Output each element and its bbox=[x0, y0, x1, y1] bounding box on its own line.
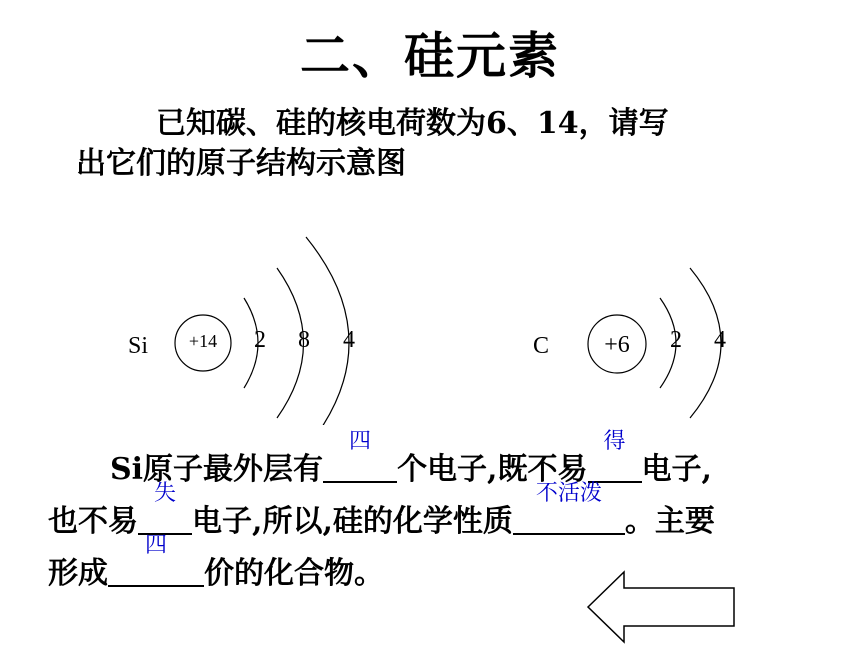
si-diagram bbox=[128, 237, 355, 425]
intro-line-2: 出它们的原子结构示意图 bbox=[76, 146, 406, 181]
question-2-suffix: 。主要 bbox=[624, 504, 715, 539]
question-3-prefix: 形成 bbox=[48, 556, 108, 591]
si-symbol: Si bbox=[128, 333, 149, 359]
c-shell-1-count: 2 bbox=[670, 327, 682, 353]
si-nucleus-charge: +14 bbox=[188, 331, 218, 351]
c-diagram bbox=[533, 268, 726, 418]
atomic-structure-diagrams bbox=[0, 225, 860, 425]
question-2-middle: 电子,所以,硅的化学性质 bbox=[192, 504, 513, 539]
blank-chemical-property bbox=[513, 481, 625, 535]
left-arrow-icon[interactable] bbox=[586, 570, 738, 644]
question-1-suffix: 电子, bbox=[641, 452, 712, 487]
c-nucleus-charge: +6 bbox=[604, 332, 630, 358]
answer-lose-electrons: 失 bbox=[153, 481, 176, 506]
blank-valence-electrons bbox=[323, 429, 397, 483]
answer-gain-electrons: 得 bbox=[603, 429, 626, 454]
c-symbol: C bbox=[533, 333, 550, 359]
intro-line-1: 已知碳、硅的核电荷数为6、14，请写 bbox=[156, 106, 669, 141]
blank-lose-electrons bbox=[138, 481, 192, 535]
answer-chemical-property: 不活泼 bbox=[535, 481, 602, 506]
question-3-suffix: 价的化合物。 bbox=[204, 556, 384, 591]
c-shell-2-count: 4 bbox=[714, 327, 726, 353]
answer-valence: 四 bbox=[144, 533, 167, 558]
question-1-prefix: Si原子最外层有 bbox=[110, 452, 324, 487]
answer-valence-electrons: 四 bbox=[349, 429, 372, 454]
si-shell-1-count: 2 bbox=[254, 327, 266, 353]
question-1-middle: 个电子,既不易 bbox=[397, 452, 588, 487]
question-line-3 bbox=[48, 533, 384, 600]
si-shell-2-count: 8 bbox=[298, 327, 310, 353]
question-2-prefix: 也不易 bbox=[48, 504, 138, 539]
blank-valence bbox=[108, 533, 204, 587]
page-title: 二、硅元素 bbox=[300, 26, 560, 85]
si-shell-3-count: 4 bbox=[343, 327, 355, 353]
blank-gain-electrons bbox=[588, 429, 642, 483]
